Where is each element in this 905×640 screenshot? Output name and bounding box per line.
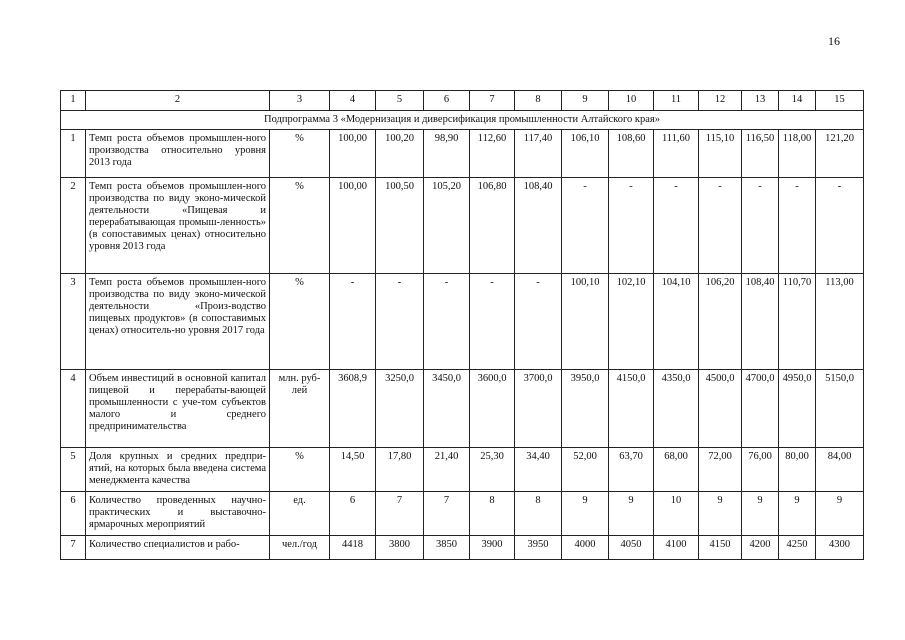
indicator-value: 9 [562, 492, 609, 536]
indicator-value: 4418 [330, 536, 376, 560]
indicator-value: 8 [470, 492, 515, 536]
indicator-value: 9 [742, 492, 779, 536]
indicator-value: - [609, 178, 654, 274]
indicator-value: 4250 [779, 536, 816, 560]
indicator-value: 108,40 [742, 274, 779, 370]
column-number: 12 [699, 91, 742, 111]
subprogram-row [61, 111, 864, 130]
indicator-value: 4150,0 [609, 370, 654, 448]
column-number: 6 [424, 91, 470, 111]
indicator-name: Объем инвестиций в основной капитал пищевой и перерабаты-вающей промышленности с уче-том субъектов малого и среднего предпринимательства [86, 370, 270, 448]
unit-of-measure: ед. [270, 492, 330, 536]
indicator-name: Темп роста объемов промышлен-ного производства относительно уровня 2013 года [86, 130, 270, 178]
indicator-value: 3608,9 [330, 370, 376, 448]
column-number: 4 [330, 91, 376, 111]
indicator-value: 72,00 [699, 448, 742, 492]
indicator-value: 100,50 [376, 178, 424, 274]
column-number: 3 [270, 91, 330, 111]
column-number: 5 [376, 91, 424, 111]
column-number: 11 [654, 91, 699, 111]
indicator-value: 9 [779, 492, 816, 536]
indicator-value: 110,70 [779, 274, 816, 370]
indicator-value: 100,00 [330, 178, 376, 274]
indicator-value: - [515, 274, 562, 370]
indicator-value: 111,60 [654, 130, 699, 178]
indicator-value: - [699, 178, 742, 274]
indicator-value: 100,00 [330, 130, 376, 178]
indicator-value: 25,30 [470, 448, 515, 492]
indicator-name: Темп роста объемов промышлен-ного производства по виду эконо-мической деятельности «Произ-водство пищевых продуктов» (в сопоставимых ценах) относитель-но уровня 2017 года [86, 274, 270, 370]
indicator-value: - [330, 274, 376, 370]
row-number: 4 [61, 370, 86, 448]
unit-of-measure: % [270, 274, 330, 370]
indicator-name: Доля крупных и средних предпри-ятий, на которых была введена система менеджмента качества [86, 448, 270, 492]
column-number: 8 [515, 91, 562, 111]
indicator-value: 3450,0 [424, 370, 470, 448]
indicator-value: 98,90 [424, 130, 470, 178]
indicator-value: 115,10 [699, 130, 742, 178]
indicator-name: Количество проведенных научно-практических и выставочно-ярмарочных мероприятий [86, 492, 270, 536]
indicator-value: 3950,0 [562, 370, 609, 448]
column-number: 15 [816, 91, 864, 111]
indicator-value: 106,80 [470, 178, 515, 274]
unit-of-measure: % [270, 178, 330, 274]
indicator-value: 6 [330, 492, 376, 536]
indicator-value: 100,10 [562, 274, 609, 370]
column-number: 1 [61, 91, 86, 111]
indicator-value: 3700,0 [515, 370, 562, 448]
indicator-value: 106,10 [562, 130, 609, 178]
table-row [61, 130, 864, 178]
indicator-value: 4000 [562, 536, 609, 560]
table-row [61, 178, 864, 274]
indicator-value: 14,50 [330, 448, 376, 492]
indicator-value: 76,00 [742, 448, 779, 492]
indicator-value: - [376, 274, 424, 370]
indicator-value: 84,00 [816, 448, 864, 492]
row-number: 6 [61, 492, 86, 536]
indicator-value: - [470, 274, 515, 370]
indicator-value: 34,40 [515, 448, 562, 492]
column-number: 2 [86, 91, 270, 111]
column-number: 9 [562, 91, 609, 111]
row-number: 7 [61, 536, 86, 560]
indicator-value: 9 [699, 492, 742, 536]
subprogram-title: Подпрограмма 3 «Модернизация и диверсификация промышленности Алтайского края» [61, 111, 864, 130]
indicator-value: 3950 [515, 536, 562, 560]
indicator-value: 5150,0 [816, 370, 864, 448]
indicator-value: 17,80 [376, 448, 424, 492]
indicator-value: 4200 [742, 536, 779, 560]
indicator-name: Темп роста объемов промышлен-ного производства по виду эконо-мической деятельности «Пищевая и перерабатывающая промыш-ленность» (в сопоставимых ценах) относительно уровня 2013 года [86, 178, 270, 274]
column-number: 10 [609, 91, 654, 111]
indicator-value: 21,40 [424, 448, 470, 492]
indicator-value: 108,40 [515, 178, 562, 274]
indicator-value: 9 [816, 492, 864, 536]
indicator-value: 112,60 [470, 130, 515, 178]
indicator-value: 7 [424, 492, 470, 536]
indicator-value: - [779, 178, 816, 274]
indicator-value: 9 [609, 492, 654, 536]
indicator-value: - [424, 274, 470, 370]
indicator-value: 3800 [376, 536, 424, 560]
column-number: 7 [470, 91, 515, 111]
indicator-value: 4150 [699, 536, 742, 560]
indicator-value: 113,00 [816, 274, 864, 370]
indicator-value: 4100 [654, 536, 699, 560]
indicator-value: 4500,0 [699, 370, 742, 448]
indicator-value: 68,00 [654, 448, 699, 492]
indicator-value: - [816, 178, 864, 274]
indicator-value: 4350,0 [654, 370, 699, 448]
indicator-value: 3850 [424, 536, 470, 560]
indicator-value: 80,00 [779, 448, 816, 492]
indicator-value: 3600,0 [470, 370, 515, 448]
indicator-value: 4050 [609, 536, 654, 560]
indicator-value: 105,20 [424, 178, 470, 274]
table-row [61, 274, 864, 370]
indicator-value: 117,40 [515, 130, 562, 178]
indicator-value: 4700,0 [742, 370, 779, 448]
indicator-value: 4950,0 [779, 370, 816, 448]
indicator-value: 3250,0 [376, 370, 424, 448]
indicator-value: - [654, 178, 699, 274]
table-row [61, 536, 864, 560]
indicator-value: 3900 [470, 536, 515, 560]
column-number: 14 [779, 91, 816, 111]
row-number: 5 [61, 448, 86, 492]
table-row [61, 492, 864, 536]
column-number: 13 [742, 91, 779, 111]
indicator-value: 52,00 [562, 448, 609, 492]
page-number: 16 [828, 34, 840, 48]
unit-of-measure: чел./год [270, 536, 330, 560]
indicator-value: - [562, 178, 609, 274]
indicator-value: 106,20 [699, 274, 742, 370]
indicator-value: 8 [515, 492, 562, 536]
indicator-value: 63,70 [609, 448, 654, 492]
indicator-name: Количество специалистов и рабо- [86, 536, 270, 560]
unit-of-measure: % [270, 448, 330, 492]
indicator-value: 102,10 [609, 274, 654, 370]
indicator-value: 118,00 [779, 130, 816, 178]
indicators-table [60, 90, 864, 560]
indicator-value: 104,10 [654, 274, 699, 370]
column-number-row [61, 91, 864, 111]
indicator-value: 7 [376, 492, 424, 536]
unit-of-measure: % [270, 130, 330, 178]
indicator-value: 116,50 [742, 130, 779, 178]
row-number: 1 [61, 130, 86, 178]
row-number: 2 [61, 178, 86, 274]
indicator-value: 4300 [816, 536, 864, 560]
indicator-value: 108,60 [609, 130, 654, 178]
indicator-value: 10 [654, 492, 699, 536]
indicator-value: - [742, 178, 779, 274]
table-row [61, 448, 864, 492]
indicator-value: 121,20 [816, 130, 864, 178]
unit-of-measure: млн. руб-лей [270, 370, 330, 448]
row-number: 3 [61, 274, 86, 370]
indicator-value: 100,20 [376, 130, 424, 178]
table-row [61, 370, 864, 448]
